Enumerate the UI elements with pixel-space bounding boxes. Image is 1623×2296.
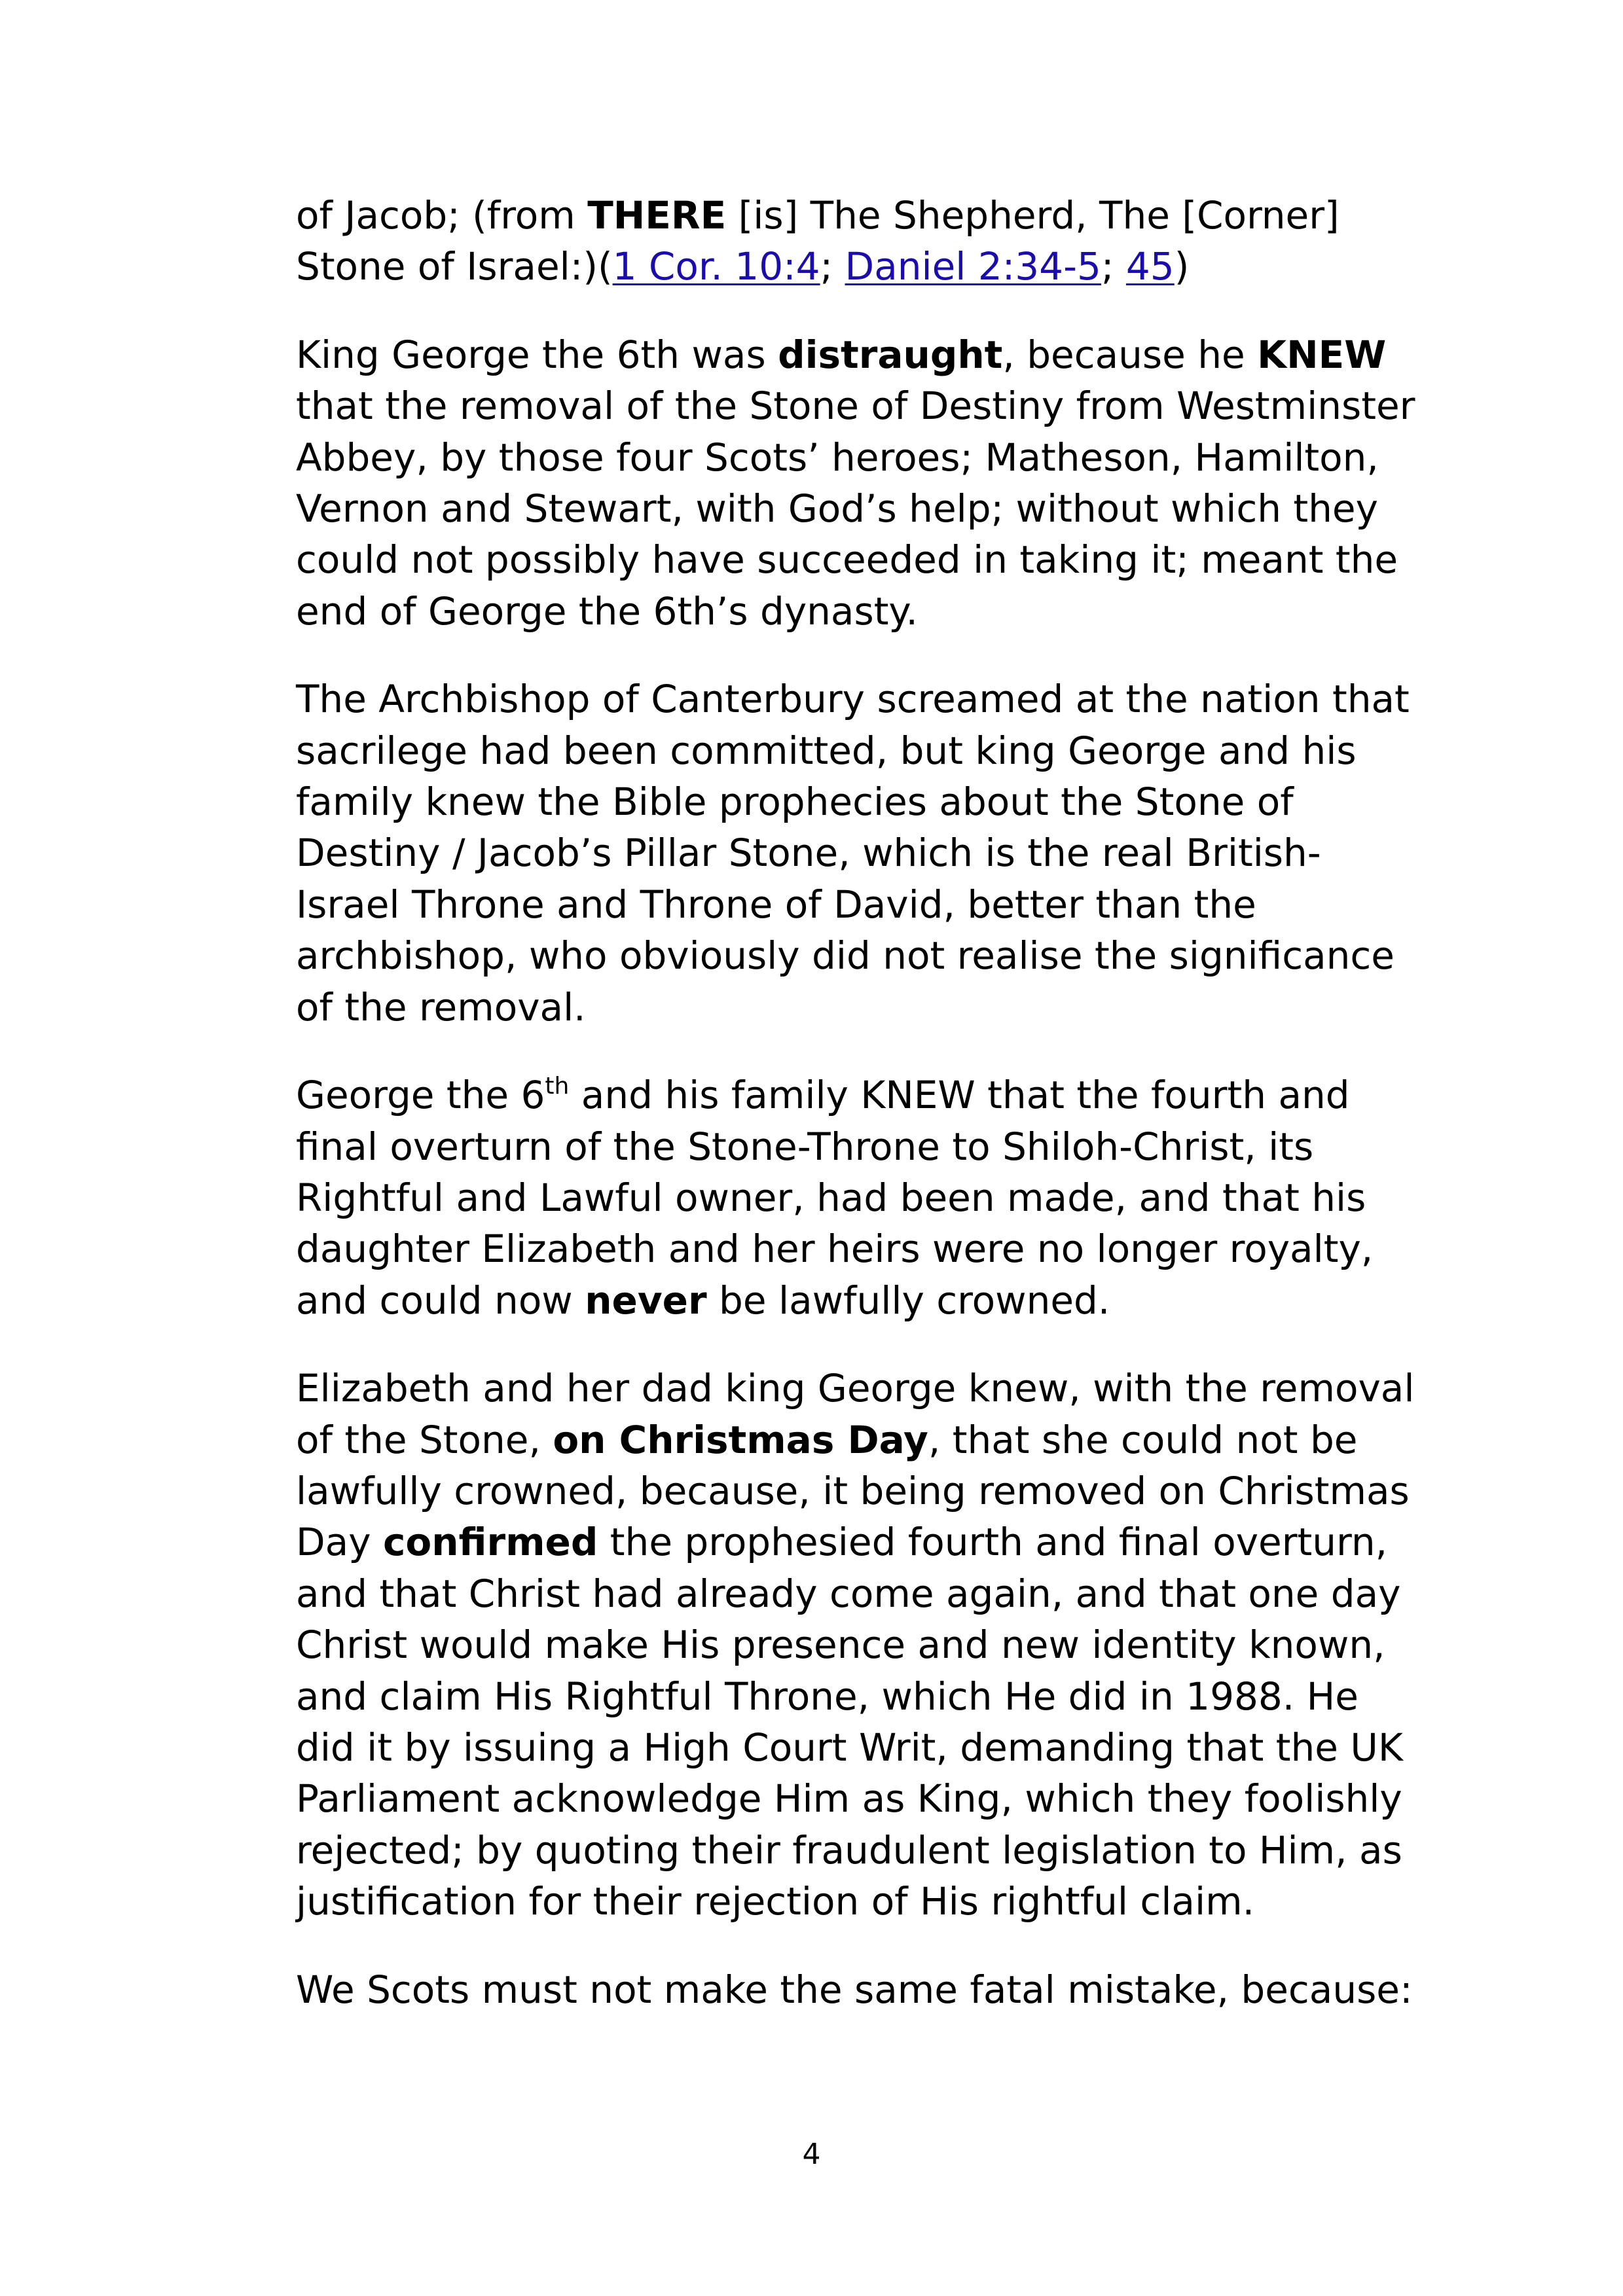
paragraph-3 [296, 673, 1448, 1033]
text: , because he [1002, 332, 1258, 377]
text: [is] The Shepherd, The [Corner] [726, 193, 1340, 238]
text: Stone of Israel:)( [296, 244, 613, 289]
line: final overturn of the Stone-Throne to Shiloh-Christ, its [296, 1124, 1314, 1169]
line: rejected; by quoting their fraudulent legislation to Him, as [296, 1827, 1402, 1873]
line: end of George the 6th’s dynasty. [296, 588, 918, 634]
link-45[interactable]: 45 [1125, 244, 1175, 289]
text: George the 6 [296, 1073, 545, 1118]
text: be lawfully crowned. [706, 1278, 1110, 1323]
line: did it by issuing a High Court Writ, demanding that the UK [296, 1725, 1403, 1770]
line [296, 1069, 1448, 1121]
text: and his family KNEW that the fourth and [569, 1073, 1350, 1118]
paragraph-2 [296, 329, 1448, 637]
line [296, 1516, 1448, 1568]
text: ; [820, 244, 845, 289]
bold-text: never [585, 1278, 707, 1323]
line [296, 1275, 1448, 1326]
line: and claim His Rightful Throne, which He did in 1988. He [296, 1674, 1359, 1719]
line: lawfully crowned, because, it being removed on Christmas [296, 1468, 1410, 1513]
line: of the removal. [296, 984, 586, 1030]
line [296, 241, 1448, 292]
line: Destiny / Jacob’s Pillar Stone, which is the real British- [296, 831, 1321, 876]
line: Elizabeth and her dad king George knew, with the removal [296, 1366, 1415, 1411]
superscript: th [545, 1073, 570, 1100]
bold-text: confirmed [382, 1520, 598, 1565]
line: Israel Throne and Throne of David, better than the [296, 882, 1256, 927]
paragraph-5 [296, 1363, 1448, 1927]
paragraph-6 [296, 1964, 1448, 2015]
link-1-cor-10-4[interactable]: 1 Cor. 10:4 [612, 244, 820, 289]
line: family knew the Bible prophecies about the Stone of [296, 780, 1294, 825]
body-text [296, 190, 1448, 2052]
line: that the removal of the Stone of Destiny from Westminster [296, 384, 1415, 429]
text: of the Stone, [296, 1417, 553, 1462]
line: sacrilege had been committed, but king George and his [296, 728, 1357, 773]
bold-text: distraught [778, 332, 1003, 377]
line: Parliament acknowledge Him as King, which they foolishly [296, 1776, 1402, 1821]
bold-text: KNEW [1257, 332, 1387, 377]
text: ; [1101, 244, 1126, 289]
link-daniel-2-34-5[interactable]: Daniel 2:34-5 [845, 244, 1101, 289]
line [296, 1414, 1448, 1465]
line: Abbey, by those four Scots’ heroes; Matheson, Hamilton, [296, 435, 1379, 480]
line: archbishop, who obviously did not realise the significance [296, 933, 1395, 978]
text: Day [296, 1520, 383, 1565]
paragraph-4 [296, 1069, 1448, 1326]
line: daughter Elizabeth and her heirs were no longer royalty, [296, 1227, 1374, 1272]
text: and could now [296, 1278, 585, 1323]
line: Rightful and Lawful owner, had been made, and that his [296, 1175, 1366, 1220]
line: could not possibly have succeeded in taking it; meant the [296, 537, 1398, 583]
text: of Jacob; (from [296, 193, 588, 238]
bold-text: on Christmas Day [553, 1417, 928, 1462]
bold-text: THERE [587, 193, 727, 238]
text: ) [1174, 244, 1190, 289]
text: the prophesied fourth and final overturn, [598, 1520, 1388, 1565]
paragraph-1 [296, 190, 1448, 293]
line [296, 329, 1448, 380]
line: The Archbishop of Canterbury screamed at the nation that [296, 677, 1410, 722]
line [296, 190, 1448, 241]
line: Christ would make His presence and new identity known, [296, 1623, 1385, 1668]
line: Vernon and Stewart, with God’s help; without which they [296, 486, 1378, 531]
text: , that she could not be [928, 1417, 1358, 1462]
page-number: 4 [802, 2138, 821, 2171]
line: We Scots must not make the same fatal mistake, because: [296, 1967, 1413, 2012]
line: justification for their rejection of His rightful claim. [296, 1879, 1255, 1924]
text: King George the 6th was [296, 332, 778, 377]
line: and that Christ had already come again, and that one day [296, 1571, 1401, 1616]
